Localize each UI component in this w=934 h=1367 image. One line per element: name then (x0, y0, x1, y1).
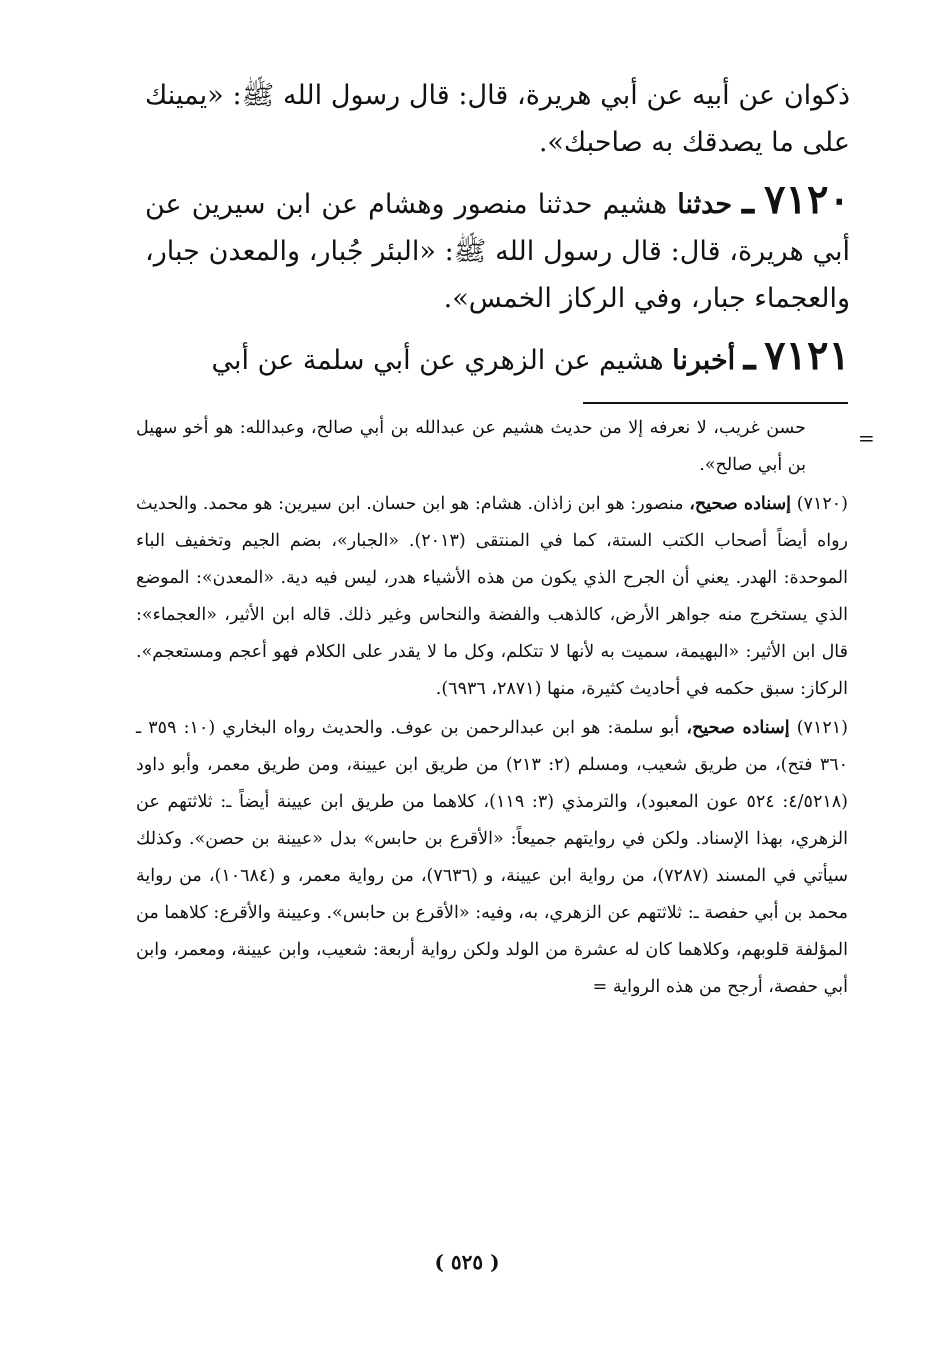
hadith-number: ٧١٢٠ (764, 176, 850, 223)
footnote-keyword: إسناده صحيح، (689, 494, 792, 514)
footnote-number: (٧١٢١) (796, 718, 848, 738)
main-text (145, 72, 850, 394)
hadith-dash: ـ (742, 176, 754, 223)
footnotes (136, 410, 848, 1008)
hadith-keyword: حدثنا (677, 189, 733, 220)
hadith-dash: ـ (743, 332, 756, 379)
hadith-text: هشيم حدثنا منصور وهشام عن ابن سيرين عن أبي هريرة، قال: قال رسول الله ﷺ: «البئر جُبار، والمعدن جبار، والعجماء جبار، وفي الركاز الخمس». (145, 189, 850, 314)
footnote-text: منصور: هو ابن زاذان. هشام: هو ابن حسان. ابن سيرين: هو محمد. والحديث رواه أيضاً أصحاب الكتب الستة، كما في المنتقى (٢٠١٣). «الجبار»، بضم الجيم وتخفيف الباء الموحدة: الهدر. يعني أن الجرح الذي يكون من هذه الأشياء هدر، ليس فيه دية. «المعدن»: الموضع الذي يستخرج منه جواهر الأرض، كالذهب والفضة والنحاس وغير ذلك. قاله ابن الأثير، «العجماء»: قال ابن الأثير: «البهيمة، سميت به لأنها لا تتكلم، وكل ما لا يقدر على الكلام فهو أعجم ومستعجم». الركاز: سبق حكمه في أحاديث كثيرة، منها (٢٨٧١، ٦٩٣٦). (136, 494, 848, 699)
continuation-mark: = (858, 426, 875, 450)
footnote-divider (583, 402, 848, 404)
hadith-keyword: أخبرنا (672, 345, 736, 376)
footnote-text: أبو سلمة: هو ابن عبدالرحمن بن عوف. والحديث رواه البخاري (١٠: ٣٥٩ ـ ٣٦٠ فتح)، من طريق شعيب، ومسلم (٢: ٢١٣) من طريق ابن عيينة، ومن طريق معمر، وأبو داود (٤/٥٢١٨: ٥٢٤ عون المعبود)، والترمذي (٣: ١١٩)، كلاهما من طريق ابن عيينة أيضاً ـ: ثلاثتهم عن الزهري، بهذا الإسناد. ولكن في روايتهم جميعاً: «الأقرع بن حابس» بدل «عيينة بن حصن». وكذلك سيأتي في المسند (٧٢٨٧)، من رواية ابن عيينة، و (٧٦٣٦)، من رواية معمر، و (١٠٦٨٤)، من رواية محمد بن أبي حفصة ـ: ثلاثتهم عن الزهري، به، وفيه: «الأقرع بن حابس». وعيينة والأقرع: كلاهما من المؤلفة قلوبهم، وكلاهما كان له عشرة من الولد ولكن رواية أربعة: شعيب، وابن عيينة، ومعمر، وابن أبي حفصة، أرجح من هذه الرواية = (136, 718, 849, 997)
page-number: ( ٥٢٥ ) (434, 1250, 500, 1274)
hadith-text: هشيم عن الزهري عن أبي سلمة عن أبي (211, 345, 664, 376)
paragraph-continuation: ذكوان عن أبيه عن أبي هريرة، قال: قال رسول الله ﷺ: «يمينك على ما يصدقك به صاحبك». (145, 80, 850, 158)
hadith-number: ٧١٢١ (764, 332, 850, 379)
hadith-7120 (145, 176, 850, 322)
footnote-7121 (136, 710, 848, 1006)
footnote-continuation: حسن غريب، لا نعرفه إلا من حديث هشيم عن عبدالله بن أبي صالح، وعبدالله: هو أخو سهيل بن أبي صالح». (136, 418, 806, 475)
footnote-keyword: إسناده صحيح، (686, 718, 790, 738)
hadith-7121 (145, 332, 850, 384)
footnote-number: (٧١٢٠) (796, 494, 848, 514)
footnote-7120 (136, 486, 848, 708)
